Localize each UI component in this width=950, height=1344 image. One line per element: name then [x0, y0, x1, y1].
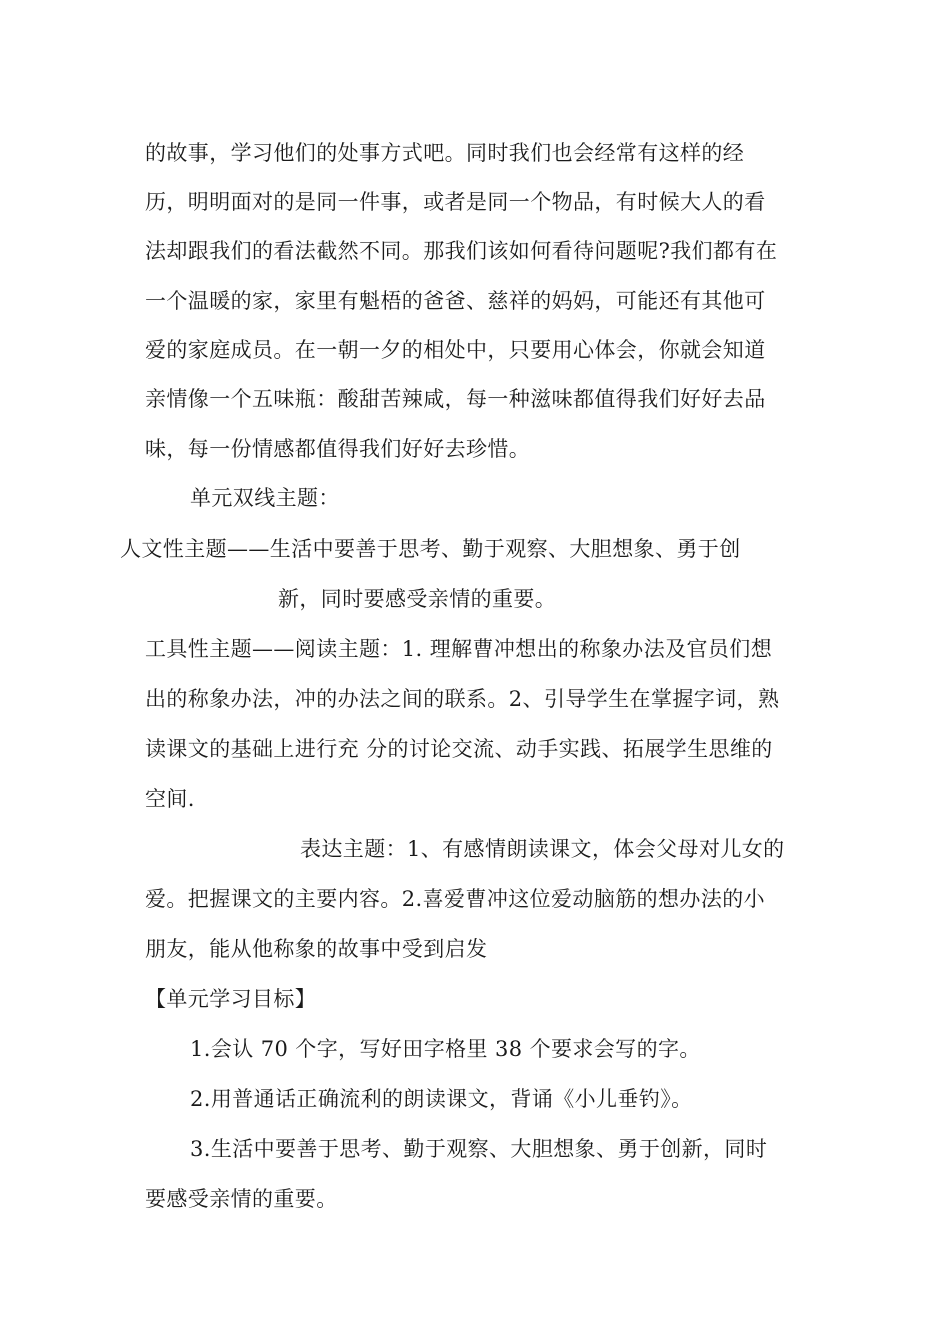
text-line: 出的称象办法，冲的办法之间的联系。2、引导学生在掌握字词，熟 [145, 687, 780, 711]
text-line: 人文性主题——生活中要善于思考、勤于观察、大胆想象、勇于创 [120, 537, 741, 561]
text-line: 爱。把握课文的主要内容。2.喜爱曹冲这位爱动脑筋的想办法的小 [145, 887, 766, 911]
list-item: 2.用普通话正确流利的朗读课文，背诵《小儿垂钓》。 [190, 1087, 693, 1111]
text-line: 法却跟我们的看法截然不同。那我们该如何看待问题呢?我们都有在 [145, 239, 778, 263]
text-line: 新，同时要感受亲情的重要。 [278, 587, 557, 611]
text-line: 亲情像一个五味瓶：酸甜苦辣咸，每一种滋味都值得我们好好去品 [145, 387, 766, 411]
text-line: 味，每一份情感都值得我们好好去珍惜。 [145, 437, 531, 461]
text-line: 读课文的基础上进行充 分的讨论交流、动手实践、拓展学生思维的 [145, 737, 773, 761]
text-line: 朋友，能从他称象的故事中受到启发 [145, 937, 488, 961]
list-item: 3.生活中要善于思考、勤于观察、大胆想象、勇于创新，同时 [190, 1137, 768, 1161]
text-line: 一个温暖的家，家里有魁梧的爸爸、慈祥的妈妈，可能还有其他可 [145, 289, 766, 313]
text-line: 表达主题：1、有感情朗读课文，体会父母对儿女的 [300, 837, 785, 861]
text-line: 空间. [145, 787, 195, 811]
list-item: 1.会认 70 个字，写好田字格里 38 个要求会写的字。 [190, 1037, 701, 1061]
objectives-heading: 【单元学习目标】 [145, 987, 317, 1011]
text-line: 工具性主题——阅读主题：1. 理解曹冲想出的称象办法及官员们想 [145, 637, 773, 661]
dual-theme-heading: 单元双线主题： [190, 486, 340, 510]
list-item-continuation: 要感受亲情的重要。 [145, 1187, 338, 1211]
text-line: 的故事，学习他们的处事方式吧。同时我们也会经常有这样的经 [145, 141, 745, 165]
text-line: 爱的家庭成员。在一朝一夕的相处中，只要用心体会，你就会知道 [145, 338, 766, 362]
text-line: 历，明明面对的是同一件事，或者是同一个物品，有时候大人的看 [145, 190, 766, 214]
